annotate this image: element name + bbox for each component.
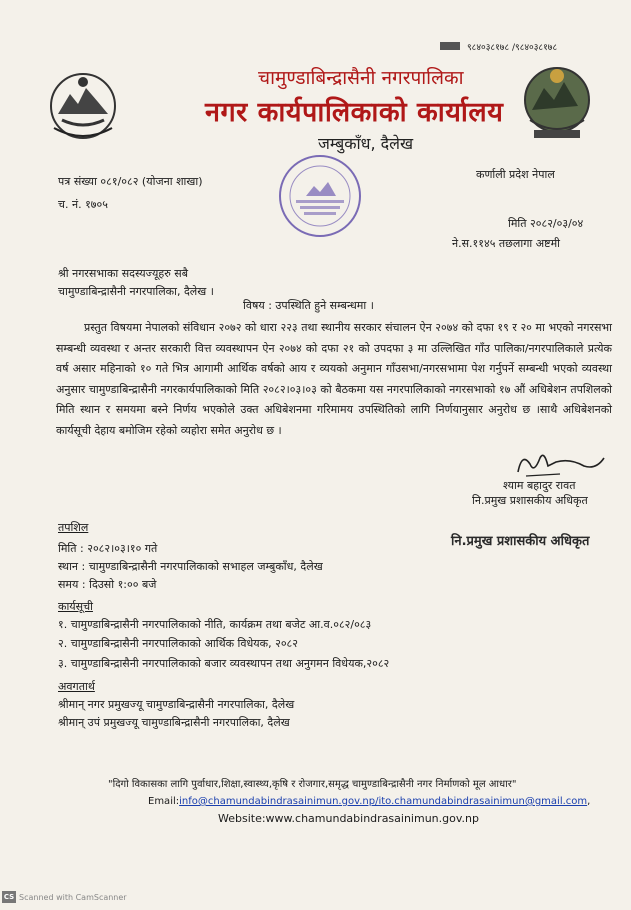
letter-date: मिति २०८२/०३/०४ bbox=[508, 217, 584, 230]
agenda-item: ३. चामुण्डाबिन्द्रासैनी नगरपालिकाको बजार व्यवस्थापन तथा अनुगमन विधेयक,२०८२ bbox=[58, 657, 390, 670]
cc-item: श्रीमान् उपं प्रमुखज्यू चामुण्डाबिन्द्रासैनी नगरपालिका, दैलेख bbox=[58, 716, 290, 729]
phone-numbers: ९८४०३८१७८ /९८४०३८१७८ bbox=[467, 43, 558, 53]
details-heading: तपशिल bbox=[58, 521, 89, 534]
signatory-title: नि.प्रमुख प्रशासकीय अधिकृत bbox=[472, 494, 588, 507]
officer-stamp: नि.प्रमुख प्रशासकीय अधिकृत bbox=[451, 534, 590, 549]
agenda-item: २. चामुण्डाबिन्द्रासैनी नगरपालिकाको आर्थिक विधेयक, २०८२ bbox=[58, 637, 298, 650]
agenda-heading: कार्यसूची bbox=[58, 600, 93, 613]
letter-number: पत्र संख्या ०८१/०८२ (योजना शाखा) bbox=[58, 175, 203, 188]
details-time: समय : दिउसो १:०० बजे bbox=[58, 578, 157, 591]
office-name: नगर कार्यपालिकाको कार्यालय bbox=[205, 97, 504, 128]
municipality-name: चामुण्डाबिन्द्रासैनी नगरपालिका bbox=[258, 67, 464, 89]
signatory-name: श्याम बहादुर रावत bbox=[503, 479, 576, 492]
agenda-item: १. चामुण्डाबिन्द्रासैनी नगरपालिकाको नीति, कार्यक्रम तथा बजेट आ.व.०८२/०८३ bbox=[58, 618, 372, 631]
office-stamp-icon bbox=[276, 152, 364, 240]
email-suffix: , bbox=[587, 796, 591, 807]
nepal-emblem-icon bbox=[48, 68, 118, 144]
footer-slogan: "दिगो विकासका लागि पुर्वाधार,शिक्षा,स्वास्थ्य,कृषि र रोजगार,समृद्ध चामुण्डाबिन्द्रासैनी नगर निर्माणको मूल आधार" bbox=[108, 779, 517, 790]
subject-line: विषय : उपस्थिति हुने सम्बन्धमा । bbox=[243, 299, 374, 312]
email-link[interactable]: info@chamundabindrasainimun.gov.np/ito.chamundabindrasainimun@gmail.com bbox=[179, 796, 588, 807]
footer-website[interactable]: Website:www.chamundabindrasainimun.gov.np bbox=[218, 812, 479, 825]
email-label: Email: bbox=[148, 796, 180, 807]
scanner-watermark: Scanned with CamScanner bbox=[19, 893, 127, 902]
nepal-sambat-date: ने.स.११४५ तछलागा अष्टमी bbox=[452, 237, 560, 250]
camscanner-logo-icon: CS bbox=[3, 893, 15, 901]
province-name: कर्णाली प्रदेश नेपाल bbox=[476, 168, 555, 181]
municipality-logo-icon bbox=[516, 58, 598, 148]
phone-icon bbox=[440, 42, 460, 50]
letter-body: प्रस्तुत विषयमा नेपालको संविधान २०७२ को धारा २२३ तथा स्थानीय सरकार संचालन ऐन २०७४ को दफा १९ र २० मा भएको नगरसभा सम्बन्धी व्यवस्था र अन्तर सरकारी वित्त व्यवस्थापन ऐन २०७४ को दफा २१ को उपदफा ३ मा उल्लिखित गाँउ पालिका/नगरपालिकाले प्रत्येक वर्ष असार महिनाको १० गते भित्र आगामी आर्थिक वर्षको आय र व्ययको अनुमान गाँउसभा/नगरसभामा पेश गर्नुपर्ने सम्बन्धी भएको व्यवस्था अनुसार चामुण्डाबिन्द्रासैनी नगरकार्यपालिकाको मिति २०८२।०३।०३ को बैठकमा यस नगरपालिकाको नगरसभाको १७ औं अधिबेशन तपशिलको मिति स्थान र समयमा बस्ने निर्णय भएकोले उक्त अधिबेशनमा गरिमामय उपस्थितिको लागि निर्णयानुसार अनुरोध छ ।साथै अधिबेशनको कार्यसूची देहाय बमोजिम रहेको व्यहोरा समेत अनुरोध छ । bbox=[56, 321, 612, 437]
details-date: मिति : २०८२।०३।१० गते bbox=[58, 542, 158, 555]
cc-heading: अवगतार्थ bbox=[58, 680, 95, 693]
details-place: स्थान : चामुण्डाबिन्द्रासैनी नगरपालिकाको सभाहल जम्बुकाँध, दैलेख bbox=[58, 560, 323, 573]
cc-item: श्रीमान् नगर प्रमुखज्यू चामुण्डाबिन्द्रासैनी नगरपालिका, दैलेख bbox=[58, 698, 295, 711]
office-location: जम्बुकाँध, दैलेख bbox=[318, 134, 414, 153]
addressee-line-1: श्री नगरसभाका सदस्यज्यूहरु सबै bbox=[58, 267, 188, 280]
footer-email bbox=[148, 796, 590, 807]
addressee-line-2: चामुण्डाबिन्द्रासैनी नगरपालिका, दैलेख । bbox=[58, 285, 214, 298]
dispatch-number: च. नं. १७०५ bbox=[58, 198, 108, 211]
